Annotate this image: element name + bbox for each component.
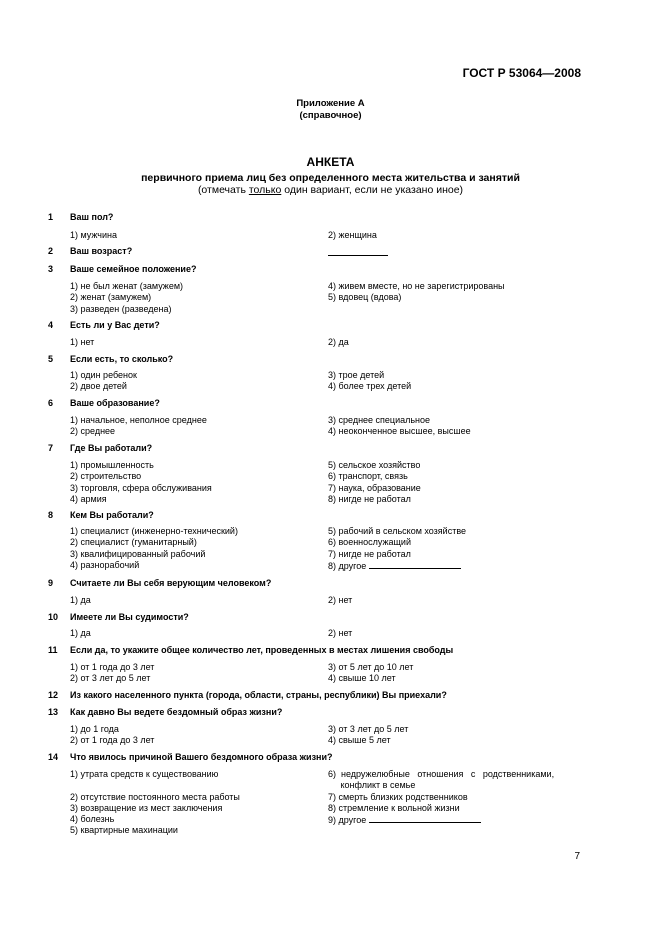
- question-number: 8: [48, 510, 54, 520]
- option: 3) квалифицированный рабочий: [70, 548, 206, 559]
- options-right: [328, 724, 408, 747]
- options-left: [70, 662, 154, 685]
- appendix-note: (справочное): [299, 110, 362, 121]
- option: 3) разведен (разведена): [70, 303, 172, 314]
- question-text: Если да, то укажите общее количество лет, проведенных в местах лишения свободы: [70, 645, 454, 655]
- option: 2) да: [328, 337, 349, 347]
- options-left: [70, 526, 238, 571]
- option: 4) живем вместе, но не зарегистрированы: [328, 281, 505, 291]
- option: 4) болезнь: [70, 814, 115, 825]
- question-text: Ваш возраст?: [70, 246, 133, 256]
- instruction-after: один вариант, если не указано иное): [281, 184, 464, 196]
- option: 4) свыше 10 лет: [328, 673, 396, 684]
- question-number: 5: [48, 354, 54, 364]
- option: 8) нигде не работал: [328, 493, 411, 504]
- option: 1) промышленность: [70, 460, 154, 470]
- answer-line: [369, 814, 481, 823]
- question-number: 2: [48, 246, 54, 256]
- option: 3) среднее специальное: [328, 415, 431, 425]
- option: 4) неоконченное высшее, высшее: [328, 426, 471, 437]
- options-left: [70, 415, 207, 438]
- answer-line: [328, 246, 388, 256]
- instruction-before: (отмечать: [197, 184, 249, 196]
- option: 1) специалист (инженерно-технический): [70, 526, 238, 536]
- option: 1) мужчина: [70, 230, 118, 240]
- option: 5) вдовец (вдова): [328, 292, 402, 303]
- instruction-underlined: только: [248, 184, 282, 196]
- option-with-line: [328, 814, 554, 826]
- option: 7) смерть близких родственников: [328, 791, 468, 802]
- option: 4) армия: [70, 493, 107, 504]
- option: 3) трое детей: [328, 370, 385, 380]
- option: 4) более трех детей: [328, 381, 412, 392]
- option: 2) нет: [328, 595, 353, 605]
- question-number: 3: [48, 264, 54, 274]
- question-number: 1: [48, 212, 54, 222]
- option: 2) нет: [328, 628, 353, 638]
- option: 5) квартирные махинации: [70, 825, 178, 836]
- question-text: Ваше семейное положение?: [70, 264, 197, 274]
- option: 1) нет: [70, 337, 95, 347]
- option: 9) другое: [328, 815, 369, 826]
- option: 1) да: [70, 628, 91, 638]
- form-instruction: [0, 184, 661, 196]
- question-text: Считаете ли Вы себя верующим человеком?: [70, 578, 272, 588]
- appendix-title: Приложение А: [296, 98, 365, 109]
- options-right: [328, 337, 349, 348]
- options-right: [328, 595, 352, 606]
- question-number: 10: [48, 612, 59, 622]
- option: 2) отсутствие постоянного места работы: [70, 791, 240, 802]
- option: 1) до 1 года: [70, 724, 119, 734]
- options-right: [328, 370, 411, 393]
- question-number: 11: [48, 645, 58, 655]
- answer-line: [369, 560, 461, 569]
- option: 2) специалист (гуманитарный): [70, 537, 197, 548]
- question-number: 4: [48, 320, 54, 330]
- option: 1) от 1 года до 3 лет: [70, 662, 155, 672]
- page-number: 7: [574, 851, 580, 862]
- question-text: Из какого населенного пункта (города, области, страны, республики) Вы приехали?: [70, 690, 447, 700]
- question-text: Имеете ли Вы судимости?: [70, 612, 189, 622]
- option: 2) женщина: [328, 230, 377, 240]
- option: 2) от 3 лет до 5 лет: [70, 673, 151, 684]
- option: 2) строительство: [70, 471, 142, 482]
- options-right: [328, 769, 554, 826]
- option: 6) недружелюбные отношения с родственниками,: [328, 769, 555, 779]
- question-text: Ваше образование?: [70, 398, 160, 408]
- options-right: [328, 460, 421, 505]
- options-right: [328, 281, 505, 304]
- options-left: [70, 230, 117, 241]
- option: 2) среднее: [70, 426, 116, 437]
- option: 2) двое детей: [70, 381, 127, 392]
- question-number: 6: [48, 398, 54, 408]
- question-text: Кем Вы работали?: [70, 510, 154, 520]
- question-text: Как давно Вы ведете бездомный образ жизни?: [70, 707, 283, 717]
- form-title: АНКЕТА: [306, 155, 355, 169]
- options-left: [70, 281, 183, 315]
- question-text: Что явилось причиной Вашего бездомного образа жизни?: [70, 752, 333, 762]
- option: 3) от 3 лет до 5 лет: [328, 724, 409, 734]
- question-text: Ваш пол?: [70, 212, 114, 222]
- option: 3) возвращение из мест заключения: [70, 802, 223, 813]
- option: 3) торговля, сфера обслуживания: [70, 482, 212, 493]
- options-left: [70, 460, 212, 505]
- option: 6) военнослужащий: [328, 537, 411, 548]
- option: 5) рабочий в сельском хозяйстве: [328, 526, 467, 536]
- options-left: [70, 769, 240, 837]
- option: 3) от 5 лет до 10 лет: [328, 662, 414, 672]
- question-number: 9: [48, 578, 54, 588]
- question-text: Есть ли у Вас дети?: [70, 320, 160, 330]
- form-subtitle: первичного приема лиц без определенного места жительства и занятий: [141, 172, 520, 184]
- options-right: [328, 526, 466, 572]
- option-with-line: [328, 560, 466, 572]
- option: 5) сельское хозяйство: [328, 460, 421, 470]
- options-left: [70, 370, 137, 393]
- question-text: Где Вы работали?: [70, 443, 153, 453]
- question-text: Если есть, то сколько?: [70, 354, 174, 364]
- options-right: [328, 230, 377, 241]
- option: 2) женат (замужем): [70, 292, 152, 303]
- question-number: 12: [48, 690, 59, 700]
- options-left: [70, 724, 154, 747]
- options-right: [328, 628, 352, 639]
- option-spacer: [70, 780, 240, 791]
- standard-designation: ГОСТ Р 53064—2008: [462, 66, 581, 80]
- question-number: 7: [48, 443, 54, 453]
- question-number: 13: [48, 707, 59, 717]
- options-left: [70, 595, 91, 606]
- option: 4) свыше 5 лет: [328, 735, 391, 746]
- options-right: [328, 662, 413, 685]
- option: 1) не был женат (замужем): [70, 281, 184, 291]
- option: 7) нигде не работал: [328, 548, 411, 559]
- options-left: [70, 337, 94, 348]
- question-number: 14: [48, 752, 59, 762]
- option: 4) разнорабочий: [70, 559, 140, 570]
- option: 6) транспорт, связь: [328, 471, 408, 482]
- option: 7) наука, образование: [328, 482, 421, 493]
- options-left: [70, 628, 91, 639]
- option: 1) начальное, неполное среднее: [70, 415, 207, 425]
- options-right: [328, 415, 471, 438]
- option: 8) другое: [328, 560, 369, 571]
- option: 2) от 1 года до 3 лет: [70, 735, 155, 746]
- option: конфликт в семье: [328, 780, 416, 791]
- option: 1) один ребенок: [70, 370, 137, 380]
- option: 8) стремление к вольной жизни: [328, 802, 460, 813]
- option: 1) да: [70, 595, 91, 605]
- option: 1) утрата средств к существованию: [70, 769, 219, 779]
